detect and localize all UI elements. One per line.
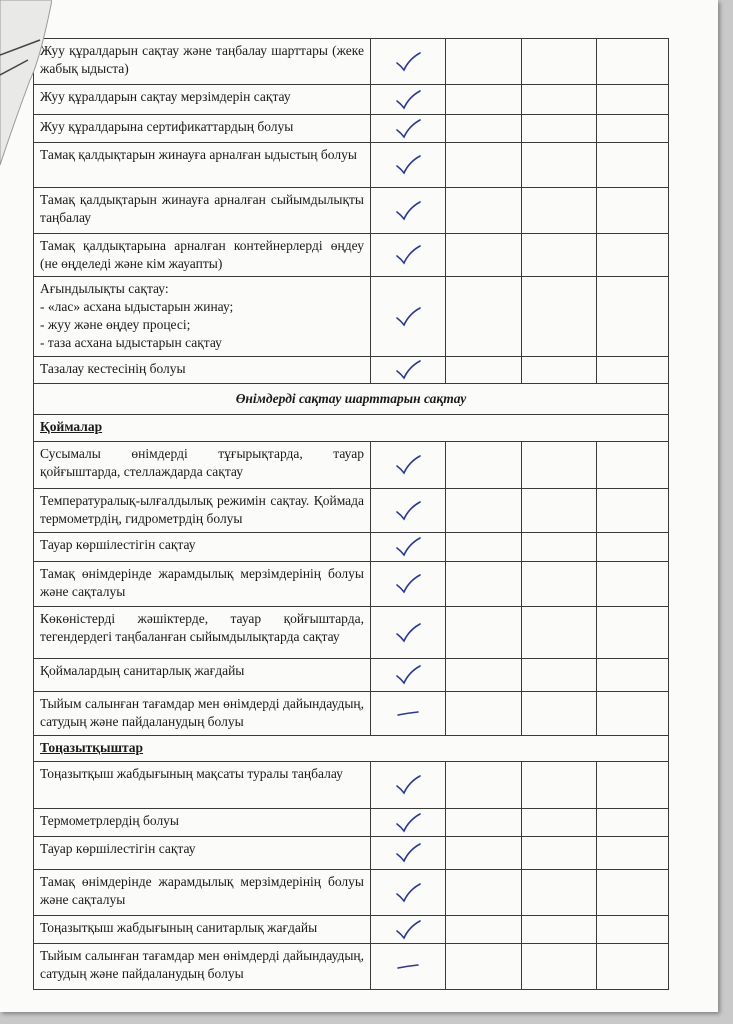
criterion-text: Тамақ қалдықтарын жинауға арналған ыдыстың болуы	[34, 143, 371, 188]
empty-cell	[522, 143, 597, 188]
table-row	[34, 607, 669, 659]
table-row	[34, 762, 669, 809]
criterion-text: Тамақ қалдықтарына арналған контейнерлерді өңдеу (не өңделеді және кім жауапты)	[34, 234, 371, 277]
check-mark-icon	[371, 762, 446, 809]
check-mark-icon	[371, 115, 446, 143]
check-mark-icon	[371, 442, 446, 489]
empty-cell	[446, 188, 522, 234]
empty-cell	[522, 442, 597, 489]
criterion-text: Тамақ қалдықтарын жинауға арналған сыйымдылықты таңбалау	[34, 188, 371, 234]
empty-cell	[446, 357, 522, 384]
empty-cell	[597, 533, 669, 562]
table-row	[34, 837, 669, 870]
empty-cell	[522, 277, 597, 357]
empty-cell	[597, 357, 669, 384]
empty-cell	[522, 39, 597, 85]
criterion-text: Тыйым салынған тағамдар мен өнімдерді дайындаудың, сатудың және пайдаланудың болуы	[34, 944, 371, 990]
table-row	[34, 944, 669, 990]
empty-cell	[597, 659, 669, 692]
empty-cell	[522, 85, 597, 115]
table-row	[34, 489, 669, 533]
empty-cell	[522, 234, 597, 277]
section-title: Өнімдерді сақтау шарттарын сақтау	[34, 384, 669, 415]
check-mark-icon	[371, 562, 446, 607]
check-mark-icon	[371, 837, 446, 870]
empty-cell	[446, 916, 522, 944]
criterion-text: Тамақ өнімдерінде жарамдылық мерзімдерінің болуы және сақталуы	[34, 870, 371, 916]
empty-cell	[522, 188, 597, 234]
table-row	[34, 659, 669, 692]
empty-cell	[446, 837, 522, 870]
empty-cell	[522, 607, 597, 659]
empty-cell	[522, 115, 597, 143]
criterion-text: Термометрлердің болуы	[34, 809, 371, 837]
empty-cell	[597, 39, 669, 85]
check-mark-icon	[371, 277, 446, 357]
empty-cell	[446, 442, 522, 489]
empty-cell	[522, 837, 597, 870]
criterion-text: Жуу құралдарын сақтау және таңбалау шарттары (жеке жабық ыдыста)	[34, 39, 371, 85]
empty-cell	[522, 916, 597, 944]
criterion-text: Тауар көршілестігін сақтау	[34, 837, 371, 870]
table-row	[34, 234, 669, 277]
empty-cell	[446, 143, 522, 188]
criterion-text: Ағындылықты сақтау: - «лас» асхана ыдыстарын жинау; - жуу және өңдеу процесі; - таза асхана ыдыстарын сақтау	[34, 277, 371, 357]
criterion-text: Температуралық-ылғалдылық режимін сақтау. Қоймада термометрдің, гидрометрдің болуы	[34, 489, 371, 533]
empty-cell	[522, 809, 597, 837]
empty-cell	[446, 533, 522, 562]
empty-cell	[446, 944, 522, 990]
empty-cell	[522, 562, 597, 607]
table-row	[34, 39, 669, 85]
empty-cell	[522, 489, 597, 533]
table-row	[34, 115, 669, 143]
empty-cell	[597, 442, 669, 489]
criterion-text: Тазалау кестесінің болуы	[34, 357, 371, 384]
check-mark-icon	[371, 607, 446, 659]
empty-cell	[446, 809, 522, 837]
subsection-refrigerators: Тоңазытқыштар	[34, 736, 669, 762]
empty-cell	[597, 870, 669, 916]
empty-cell	[446, 277, 522, 357]
table-row	[34, 870, 669, 916]
empty-cell	[597, 762, 669, 809]
empty-cell	[446, 870, 522, 916]
check-mark-icon	[371, 870, 446, 916]
empty-cell	[597, 277, 669, 357]
check-mark-icon	[371, 143, 446, 188]
dash-mark	[371, 692, 446, 736]
empty-cell	[597, 562, 669, 607]
empty-cell	[597, 809, 669, 837]
empty-cell	[597, 916, 669, 944]
check-mark-icon	[371, 809, 446, 837]
empty-cell	[597, 489, 669, 533]
empty-cell	[597, 692, 669, 736]
empty-cell	[446, 762, 522, 809]
criterion-text: Тоңазытқыш жабдығының санитарлық жағдайы	[34, 916, 371, 944]
empty-cell	[522, 692, 597, 736]
dash-mark	[371, 944, 446, 990]
empty-cell	[446, 234, 522, 277]
check-mark-icon	[371, 39, 446, 85]
empty-cell	[597, 944, 669, 990]
table-row	[34, 188, 669, 234]
empty-cell	[446, 115, 522, 143]
empty-cell	[597, 234, 669, 277]
empty-cell	[597, 143, 669, 188]
criterion-text: Тоңазытқыш жабдығының мақсаты туралы таңбалау	[34, 762, 371, 809]
criterion-text: Тамақ өнімдерінде жарамдылық мерзімдерінің болуы және сақталуы	[34, 562, 371, 607]
check-mark-icon	[371, 357, 446, 384]
table-row	[34, 85, 669, 115]
table-row	[34, 357, 669, 384]
empty-cell	[522, 533, 597, 562]
empty-cell	[597, 115, 669, 143]
table-row	[34, 533, 669, 562]
empty-cell	[446, 659, 522, 692]
empty-cell	[522, 944, 597, 990]
empty-cell	[446, 562, 522, 607]
table-row	[34, 692, 669, 736]
table-row	[34, 143, 669, 188]
criterion-text: Тыйым салынған тағамдар мен өнімдерді дайындаудың, сатудың және пайдаланудың болуы	[34, 692, 371, 736]
table-row	[34, 277, 669, 357]
check-mark-icon	[371, 234, 446, 277]
check-mark-icon	[371, 85, 446, 115]
table-row	[34, 916, 669, 944]
criterion-text: Тауар көршілестігін сақтау	[34, 533, 371, 562]
criterion-text: Сусымалы өнімдерді тұғырықтарда, тауар қойғыштарда, стеллаждарда сақтау	[34, 442, 371, 489]
check-mark-icon	[371, 188, 446, 234]
empty-cell	[522, 357, 597, 384]
empty-cell	[522, 762, 597, 809]
empty-cell	[522, 659, 597, 692]
criterion-text: Көкөністерді жәшіктерде, тауар қойғыштарда, тегендердегі таңбаланған сыйымдылықтарда сақтау	[34, 607, 371, 659]
empty-cell	[446, 85, 522, 115]
check-mark-icon	[371, 533, 446, 562]
page-curl	[0, 0, 52, 170]
check-mark-icon	[371, 659, 446, 692]
checklist-table	[33, 38, 669, 990]
subsection-warehouses: Қоймалар	[34, 415, 669, 442]
check-mark-icon	[371, 489, 446, 533]
criterion-text: Қоймалардың санитарлық жағдайы	[34, 659, 371, 692]
table-row	[34, 442, 669, 489]
criterion-text: Жуу құралдарын сақтау мерзімдерін сақтау	[34, 85, 371, 115]
table-row	[34, 562, 669, 607]
check-mark-icon	[371, 916, 446, 944]
criterion-text: Жуу құралдарына сертификаттардың болуы	[34, 115, 371, 143]
empty-cell	[446, 39, 522, 85]
empty-cell	[446, 607, 522, 659]
empty-cell	[597, 85, 669, 115]
empty-cell	[446, 489, 522, 533]
empty-cell	[446, 692, 522, 736]
empty-cell	[597, 607, 669, 659]
empty-cell	[522, 870, 597, 916]
table-row	[34, 809, 669, 837]
empty-cell	[597, 188, 669, 234]
empty-cell	[597, 837, 669, 870]
